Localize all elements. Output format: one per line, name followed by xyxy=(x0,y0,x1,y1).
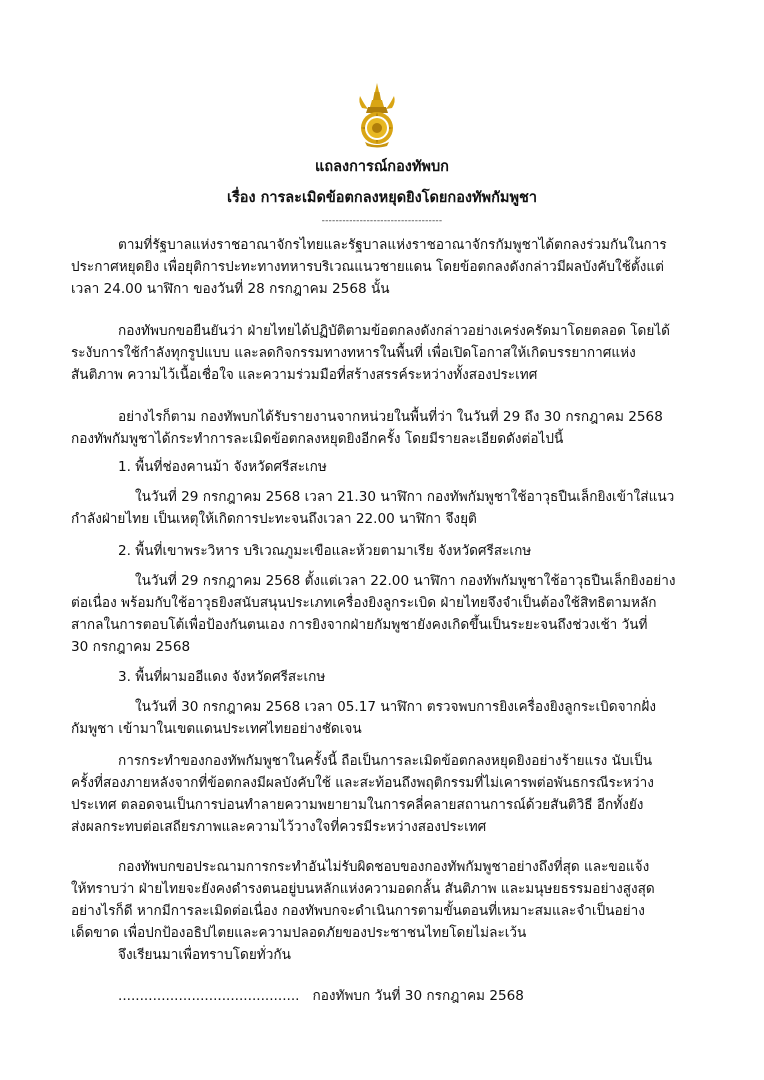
paragraph-2 xyxy=(71,320,701,386)
royal-thai-army-emblem-icon xyxy=(348,82,406,148)
item-1-text xyxy=(71,486,701,530)
paragraph-line: ในวันที่ 29 กรกฎาคม 2568 ตั้งแต่เวลา 22.00 นาฬิกา กองทัพกัมพูชาใช้อาวุธปืนเล็กยิงอย่าง xyxy=(135,573,676,589)
paragraph-line: กัมพูชา เข้ามาในเขตแดนประเทศไทยอย่างชัดเจน xyxy=(71,721,362,737)
paragraph-line: อย่างไรก็ตาม กองทัพบกได้รับรายงานจากหน่วยในพื้นที่ว่า ในวันที่ 29 ถึง 30 กรกฎาคม 2568 xyxy=(118,409,663,425)
paragraph-line: กองทัพบกขอยืนยันว่า ฝ่ายไทยได้ปฏิบัติตามข้อตกลงดังกล่าวอย่างเคร่งครัดมาโดยตลอด โดยได้ xyxy=(118,323,670,339)
paragraph-line: กำลังฝ่ายไทย เป็นเหตุให้เกิดการปะทะจนถึงเวลา 22.00 นาฬิกา จึงยุติ xyxy=(71,511,477,527)
paragraph-line: ต่อเนื่อง พร้อมกับใช้อาวุธยิงสนับสนุนประเภทเครื่องยิงลูกระเบิด ฝ่ายไทยจึงจำเป็นต้องใช้สิทธิตามหลัก xyxy=(71,595,657,611)
paragraph-line: ส่งผลกระทบต่อเสถียรภาพและความไว้วางใจที่ควรมีระหว่างสองประเทศ xyxy=(71,819,487,835)
paragraph-line: ประเทศ ตลอดจนเป็นการบ่อนทำลายความพยายามในการคลี่คลายสถานการณ์ด้วยสันติวิธี อีกทั้งยัง xyxy=(71,797,644,813)
paragraph-line: ให้ทราบว่า ฝ่ายไทยจะยังคงดำรงตนอยู่บนหลักแห่งความอดกลั้น สันติภาพ และมนุษยธรรมอย่างสูงสุด xyxy=(71,881,655,897)
item-2-heading xyxy=(71,540,701,562)
signature-line xyxy=(118,984,524,1006)
paragraph-3 xyxy=(71,406,701,450)
paragraph-5 xyxy=(71,856,701,944)
paragraph-line: กองทัพบกขอประณามการกระทำอันไม่รับผิดชอบของกองทัพกัมพูชาอย่างถึงที่สุด และขอแจ้ง xyxy=(118,859,650,875)
paragraph-line: การกระทำของกองทัพกัมพูชาในครั้งนี้ ถือเป็นการละเมิดข้อตกลงหยุดยิงอย่างร้ายแรง นับเป็น xyxy=(118,753,653,769)
signature-date: กองทัพบก วันที่ 30 กรกฎาคม 2568 xyxy=(312,988,524,1004)
paragraph-line: ระงับการใช้กำลังทุกรูปแบบ และลดกิจกรรมทางทหารในพื้นที่ เพื่อเปิดโอกาสให้เกิดบรรยากาศแห่ง xyxy=(71,345,636,361)
paragraph-line: สากลในการตอบโต้เพื่อป้องกันตนเอง การยิงจากฝ่ายกัมพูชายังคงเกิดขึ้นเป็นระยะจนถึงช่วงเช้า วันที่ xyxy=(71,617,648,633)
paragraph-line: 30 กรกฎาคม 2568 xyxy=(71,639,191,655)
paragraph-line: สันติภาพ ความไว้เนื้อเชื่อใจ และความร่วมมือที่สร้างสรรค์ระหว่างทั้งสองประเทศ xyxy=(71,367,538,383)
closing-text: จึงเรียนมาเพื่อทราบโดยทั่วกัน xyxy=(118,947,291,963)
item-3-text xyxy=(71,696,701,740)
item-heading: 2. พื้นที่เขาพระวิหาร บริเวณภูมะเขือและห้วยตามาเรีย จังหวัดศรีสะเกษ xyxy=(118,543,532,559)
item-heading: 1. พื้นที่ช่องคานม้า จังหวัดศรีสะเกษ xyxy=(118,459,327,475)
paragraph-line: เด็ดขาด เพื่อปกป้องอธิปไตยและความปลอดภัยของประชาชนไทยโดยไม่ละเว้น xyxy=(71,925,527,941)
item-3-heading xyxy=(71,666,701,688)
paragraph-line: ในวันที่ 30 กรกฎาคม 2568 เวลา 05.17 นาฬิกา ตรวจพบการยิงเครื่องยิงลูกระเบิดจากฝั่ง xyxy=(135,699,657,715)
paragraph-line: กองทัพกัมพูชาได้กระทำการละเมิดข้อตกลงหยุดยิงอีกครั้ง โดยมีรายละเอียดดังต่อไปนี้ xyxy=(71,431,564,447)
item-2-text xyxy=(71,570,701,658)
paragraph-line: ตามที่รัฐบาลแห่งราชอาณาจักรไทยและรัฐบาลแห่งราชอาณาจักรกัมพูชาได้ตกลงร่วมกันในการ xyxy=(118,237,667,253)
divider: ----------------------------------- xyxy=(321,216,443,226)
item-heading: 3. พื้นที่ผามออีแดง จังหวัดศรีสะเกษ xyxy=(118,669,326,685)
paragraph-line: ในวันที่ 29 กรกฎาคม 2568 เวลา 21.30 นาฬิกา กองทัพกัมพูชาใช้อาวุธปืนเล็กยิงเข้าใส่แนว xyxy=(135,489,675,505)
signature-dots: .......................................... xyxy=(118,988,300,1004)
paragraph-4 xyxy=(71,750,701,838)
paragraph-line: อย่างไรก็ดี หากมีการละเมิดต่อเนื่อง กองทัพบกจะดำเนินการตามขั้นตอนที่เหมาะสมและจำเป็นอย่าง xyxy=(71,903,645,919)
paragraph-line: ครั้งที่สองภายหลังจากที่ข้อตกลงมีผลบังคับใช้ และสะท้อนถึงพฤติกรรมที่ไม่เคารพต่อพันธกรณีระหว่าง xyxy=(71,775,654,791)
paragraph-line: เวลา 24.00 นาฬิกา ของวันที่ 28 กรกฎาคม 2568 นั้น xyxy=(71,281,390,297)
item-1-heading xyxy=(71,456,701,478)
paragraph-1 xyxy=(71,234,701,300)
document-title: แถลงการณ์กองทัพบก xyxy=(315,159,449,175)
closing-line xyxy=(71,944,701,966)
paragraph-line: ประกาศหยุดยิง เพื่อยุติการปะทะทางทหารบริเวณแนวชายแดน โดยข้อตกลงดังกล่าวมีผลบังคับใช้ตั้งแต่ xyxy=(71,259,664,275)
document-subject: เรื่อง การละเมิดข้อตกลงหยุดยิงโดยกองทัพกัมพูชา xyxy=(227,190,537,206)
